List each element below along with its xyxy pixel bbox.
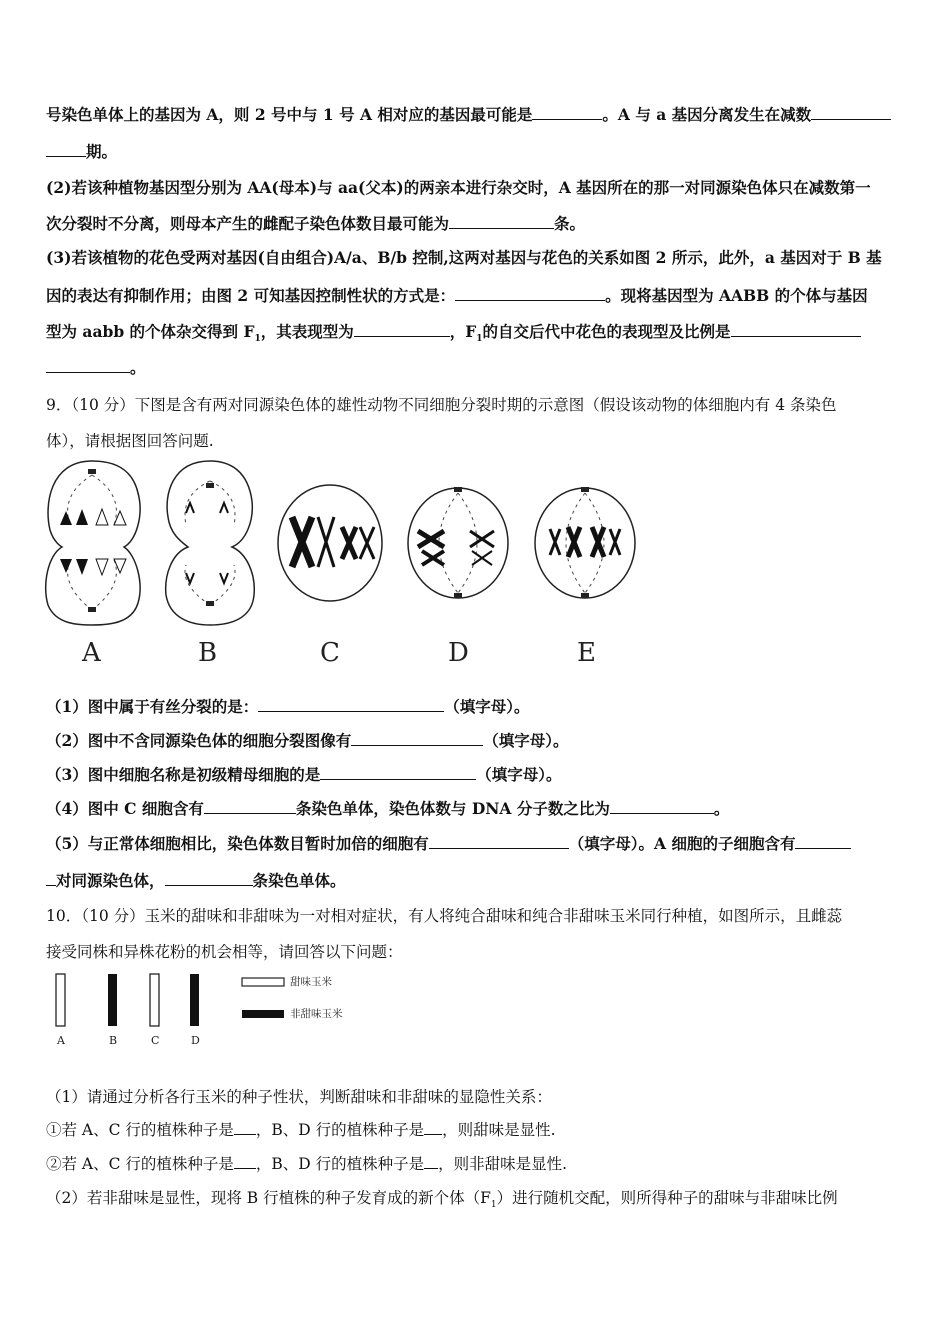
text-seg: 。现将基因型为 AABB 的个体与基因 xyxy=(605,286,868,305)
subscript: 1 xyxy=(254,334,261,345)
answer-blank[interactable] xyxy=(46,871,56,886)
row-b-bar xyxy=(108,974,117,1026)
q9-sub-2 xyxy=(46,729,569,751)
text-seg: 的自交后代中花色的表现型及比例是 xyxy=(482,322,731,341)
text-line-3 xyxy=(46,176,871,198)
legend-sweet-swatch xyxy=(242,978,284,986)
text-seg: 。A 与 a 基因分离发生在减数 xyxy=(602,105,812,124)
answer-blank[interactable] xyxy=(795,834,851,849)
answer-blank[interactable] xyxy=(46,358,130,373)
text-seg: 型为 aabb 的个体杂交得到 F xyxy=(46,322,255,341)
legend-nonsweet-swatch xyxy=(242,1010,284,1018)
text-seg: 9．（10 分）下图是含有两对同源染色体的雄性动物不同细胞分裂时期的示意图（假设该动物的体细胞内有 4 条染色 xyxy=(46,396,837,414)
text-seg: (2)若该种植物基因型分别为 AA(母本)与 aa(父本)的两亲本进行杂交时，A 基因所在的那一对同源染色体只在减数第一 xyxy=(46,178,871,197)
text-seg: ，则非甜味是显性. xyxy=(438,1155,568,1173)
answer-blank[interactable] xyxy=(234,1120,256,1135)
row-a-bar xyxy=(56,974,65,1026)
text-seg: 10．（10 分）玉米的甜味和非甜味为一对相对症状，有人将纯合甜味和纯合非甜味玉米同行种植，如图所示，且雌蕊 xyxy=(46,907,843,925)
text-seg: ，其表现型为 xyxy=(260,322,354,341)
text-line-1 xyxy=(46,103,891,125)
q9-stem-1 xyxy=(46,393,836,415)
q9-sub-4 xyxy=(46,797,729,819)
text-seg: 。 xyxy=(713,799,730,818)
answer-blank[interactable] xyxy=(449,214,554,229)
row-label-b: B xyxy=(109,1034,118,1047)
text-seg: 条。 xyxy=(554,214,586,233)
row-label-d: D xyxy=(191,1034,200,1047)
fig9-label-b: B xyxy=(198,638,218,668)
q10-sub-2 xyxy=(46,1186,838,1210)
answer-blank[interactable] xyxy=(165,871,253,886)
text-line-6 xyxy=(46,284,868,306)
q10-stem-1 xyxy=(46,904,842,926)
answer-blank[interactable] xyxy=(811,105,891,120)
text-seg: ，F xyxy=(449,322,477,341)
text-line-5 xyxy=(46,246,882,268)
row-label-c: C xyxy=(151,1034,160,1047)
text-seg: 。 xyxy=(130,358,146,377)
cell-a-outline xyxy=(46,461,140,625)
text-seg: （1）图中属于有丝分裂的是： xyxy=(46,697,259,716)
q9-sub-5 xyxy=(46,832,851,854)
answer-blank[interactable] xyxy=(532,105,602,120)
fig9-label-e: E xyxy=(577,638,596,668)
legend-sweet-label: 甜味玉米 xyxy=(290,976,332,988)
text-seg: (3)若该植物的花色受两对基因(自由组合)A/a、B/b 控制,这两对基因与花色的关系如图 2 所示，此外，a 基因对于 B 基 xyxy=(46,248,882,267)
answer-blank[interactable] xyxy=(424,1154,438,1169)
text-seg: （填字母）。 xyxy=(444,697,530,716)
answer-blank[interactable] xyxy=(320,765,476,780)
text-seg: （填字母）。A 细胞的子细胞含有 xyxy=(568,834,796,853)
q9-sub-3 xyxy=(46,763,562,785)
text-seg: 次分裂时不分离，则母本产生的雌配子染色体数目最可能为 xyxy=(46,214,450,233)
answer-blank[interactable] xyxy=(424,1120,442,1135)
text-seg: （3）图中细胞名称是初级精母细胞的是 xyxy=(46,765,321,784)
text-seg: ，则甜味是显性. xyxy=(442,1121,556,1139)
answer-blank[interactable] xyxy=(455,286,605,301)
text-seg: 体），请根据图回答问题. xyxy=(46,432,214,450)
text-line-7 xyxy=(46,320,861,344)
text-seg: ②若 A、C 行的植株种子是 xyxy=(46,1155,234,1173)
legend-nonsweet-label: 非甜味玉米 xyxy=(290,1008,343,1020)
text-line-2 xyxy=(46,140,117,162)
text-seg: （1）请通过分析各行玉米的种子性状，判断甜味和非甜味的显隐性关系： xyxy=(46,1088,552,1106)
text-seg: 条染色单体，染色体数与 DNA 分子数之比为 xyxy=(295,799,610,818)
cell-e-outline xyxy=(535,488,635,598)
text-seg: 接受同株和异株花粉的机会相等，请回答以下问题： xyxy=(46,943,403,961)
answer-blank[interactable] xyxy=(46,142,86,157)
text-seg: （2）图中不含同源染色体的细胞分裂图像有 xyxy=(46,731,352,750)
fig9-label-c: C xyxy=(320,638,340,668)
text-seg: ，B、D 行的植株种子是 xyxy=(255,1121,425,1139)
answer-blank[interactable] xyxy=(731,322,861,337)
q9-sub-5-cont xyxy=(46,869,346,891)
text-seg: （填字母）。 xyxy=(476,765,562,784)
row-d-bar xyxy=(190,974,199,1026)
text-seg: 号染色单体上的基因为 A，则 2 号中与 1 号 A 相对应的基因最可能是 xyxy=(46,105,533,124)
text-line-8 xyxy=(46,356,146,378)
answer-blank[interactable] xyxy=(429,834,569,849)
q10-case-2 xyxy=(46,1152,567,1174)
answer-blank[interactable] xyxy=(610,799,714,814)
row-label-a: A xyxy=(57,1034,65,1047)
subscript: 1 xyxy=(490,1200,497,1211)
text-seg: 期。 xyxy=(86,142,118,161)
text-seg: 条染色单体。 xyxy=(252,871,346,890)
fig9-label-d: D xyxy=(448,638,469,668)
fig9-label-a: A xyxy=(82,638,101,668)
q10-stem-2 xyxy=(46,940,403,962)
q9-sub-1 xyxy=(46,695,530,717)
text-line-4 xyxy=(46,212,585,234)
text-seg: ，B、D 行的植株种子是 xyxy=(255,1155,425,1173)
q10-case-1 xyxy=(46,1118,556,1140)
answer-blank[interactable] xyxy=(354,322,450,337)
text-seg: 对同源染色体， xyxy=(56,871,165,890)
answer-blank[interactable] xyxy=(351,731,483,746)
q10-sub-1 xyxy=(46,1085,552,1107)
answer-blank[interactable] xyxy=(234,1154,256,1169)
text-seg: （填字母）。 xyxy=(483,731,569,750)
row-c-bar xyxy=(150,974,159,1026)
answer-blank[interactable] xyxy=(258,697,444,712)
text-seg: （4）图中 C 细胞含有 xyxy=(46,799,204,818)
text-seg: （2）若非甜味是显性，现将 B 行植株的种子发育成的新个体（F xyxy=(46,1189,491,1207)
text-seg: 因的表达有抑制作用；由图 2 可知基因控制性状的方式是： xyxy=(46,286,456,305)
q9-stem-2 xyxy=(46,429,214,451)
text-seg: （5）与正常体细胞相比，染色体数目暂时加倍的细胞有 xyxy=(46,834,429,853)
subscript: 1 xyxy=(476,334,483,345)
text-seg: ）进行随机交配，则所得种子的甜味与非甜味比例 xyxy=(496,1189,838,1207)
cell-division-figure xyxy=(40,455,660,635)
answer-blank[interactable] xyxy=(204,799,296,814)
text-seg: ①若 A、C 行的植株种子是 xyxy=(46,1121,234,1139)
